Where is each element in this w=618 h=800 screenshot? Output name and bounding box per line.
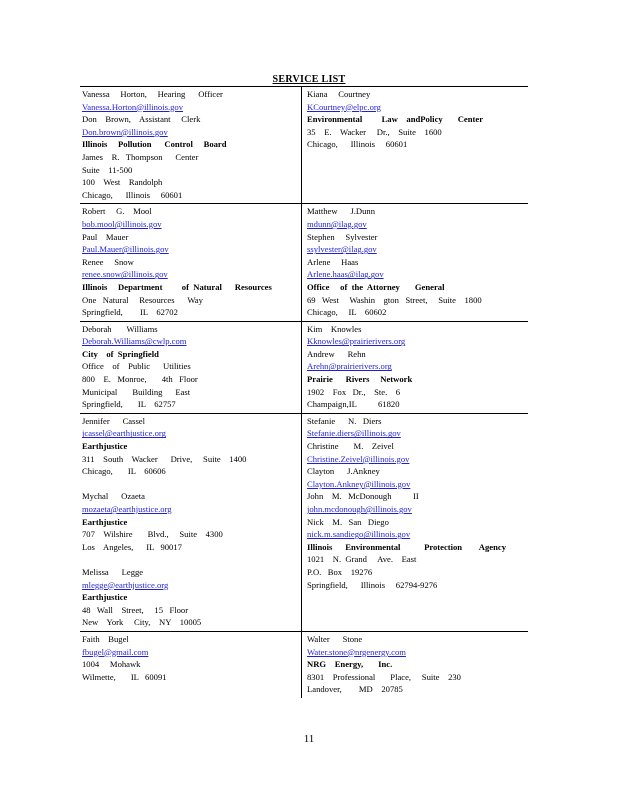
contact-line: Springfield, IL 62702 bbox=[82, 307, 178, 318]
contact-cell-right bbox=[302, 413, 529, 631]
contact-line: 1021 N. Grand Ave. East bbox=[307, 554, 417, 565]
organization-name: Earthjustice bbox=[82, 441, 128, 452]
contact-line: Stefanie N. Diers bbox=[307, 415, 382, 426]
contact-line: Jennifer Cassel bbox=[82, 415, 146, 426]
service-row bbox=[80, 631, 528, 697]
contact-line: Renee Snow bbox=[82, 256, 134, 267]
contact-line: Christine M. Zeivel bbox=[307, 441, 394, 452]
contact-line: Chicago, IL 60602 bbox=[307, 307, 387, 318]
email-link[interactable]: mlegge@earthjustice.org bbox=[82, 579, 169, 590]
email-link[interactable]: Christine.Zeivel@illinois.gov bbox=[307, 453, 410, 464]
contact-line: Don Brown, Assistant Clerk bbox=[82, 114, 201, 125]
contact-line: Arlene Haas bbox=[307, 256, 359, 267]
contact-line: Chicago, Illinois 60601 bbox=[82, 189, 183, 200]
contact-line: Landover, MD 20785 bbox=[307, 684, 403, 695]
contact-line: Melissa Legge bbox=[82, 566, 144, 577]
contact-line: Stephen Sylvester bbox=[307, 231, 378, 242]
email-link[interactable]: bob.mool@illinois.gov bbox=[82, 218, 162, 229]
email-link[interactable]: jcassel@earthjustice.org bbox=[82, 428, 166, 439]
email-link[interactable]: nick.m.sandiego@illinois.gov bbox=[307, 529, 411, 540]
contact-line: 100 West Randolph bbox=[82, 177, 163, 188]
contact-line: Municipal Building East bbox=[82, 386, 191, 397]
email-link[interactable]: fbugel@gmail.com bbox=[82, 646, 149, 657]
page-title: SERVICE LIST bbox=[272, 74, 346, 85]
email-link[interactable]: Clayton.Ankney@illinois.gov bbox=[307, 478, 411, 489]
contact-line: 800 E. Monroe, 4th Floor bbox=[82, 374, 198, 385]
email-link[interactable]: john.mcdonough@illinois.gov bbox=[307, 504, 412, 514]
contact-cell-right bbox=[302, 321, 529, 413]
email-link[interactable]: Arehn@prairierivers.org bbox=[307, 361, 392, 372]
contact-line: Champaign,IL 61820 bbox=[307, 399, 400, 410]
contact-line: Matthew J.Dunn bbox=[307, 206, 376, 217]
organization-name: Illinois Environmental Protection Agency bbox=[307, 541, 507, 552]
contact-line: One Natural Resources Way bbox=[82, 294, 203, 305]
email-link[interactable]: Deborah.Williams@cwlp.com bbox=[82, 336, 187, 347]
organization-name: Earthjustice bbox=[82, 592, 128, 603]
email-link[interactable]: Vanessa.Horton@illinois.gov bbox=[82, 101, 184, 112]
contact-line: Office of Public Utilities bbox=[82, 361, 191, 372]
contact-line: New York City, NY 10005 bbox=[82, 617, 202, 628]
contact-line: James R. Thompson Center bbox=[82, 151, 199, 162]
contact-line: Los Angeles, IL 90017 bbox=[82, 541, 182, 552]
email-link[interactable]: renee.snow@illinois.gov bbox=[82, 269, 168, 280]
contact-line: Nick M. San Diego bbox=[307, 516, 389, 527]
organization-name: NRG Energy, Inc. bbox=[307, 659, 393, 670]
organization-name: Illinois Department of Natural Resources bbox=[82, 281, 272, 292]
contact-line: Clayton J.Ankney bbox=[307, 466, 380, 477]
contact-line: Vanessa Horton, Hearing Officer bbox=[82, 89, 223, 99]
contact-line: Springfield, IL 62757 bbox=[82, 399, 176, 410]
contact-line: Kim Knowles bbox=[307, 323, 362, 334]
email-link[interactable]: Water.stone@nrgenergy.com bbox=[307, 646, 406, 657]
contact-line: Robert G. Mool bbox=[82, 206, 152, 217]
contact-line: Paul Mauer bbox=[82, 231, 129, 242]
service-row bbox=[80, 413, 528, 631]
organization-name: Illinois Pollution Control Board bbox=[82, 139, 227, 150]
contact-cell-left bbox=[80, 631, 302, 697]
organization-name: Office of the Attorney General bbox=[307, 281, 445, 292]
email-link[interactable]: Don.brown@illinois.gov bbox=[82, 126, 168, 137]
organization-name: Prairie Rivers Network bbox=[307, 374, 413, 385]
contact-line: 69 West Washin gton Street, Suite 1800 bbox=[307, 294, 482, 305]
contact-cell-right bbox=[302, 631, 529, 697]
contact-line: Faith Bugel bbox=[82, 633, 129, 644]
contact-cell-right bbox=[302, 204, 529, 321]
spacer bbox=[82, 553, 298, 566]
contact-line: 707 Wilshire Blvd., Suite 4300 bbox=[82, 529, 223, 540]
contact-line: Suite 11-500 bbox=[82, 164, 133, 175]
contact-line: Chicago, IL 60606 bbox=[82, 466, 166, 477]
service-row bbox=[80, 87, 528, 204]
service-row bbox=[80, 321, 528, 413]
organization-name: City of Springfield bbox=[82, 348, 159, 359]
contact-line: Kiana Courtney bbox=[307, 89, 371, 99]
contact-line: Andrew Rehn bbox=[307, 348, 366, 359]
email-link[interactable]: mdunn@ilag.gov bbox=[307, 218, 367, 229]
contact-line: John M. McDonough II bbox=[307, 491, 419, 502]
service-list-table bbox=[80, 86, 528, 698]
contact-cell-left bbox=[80, 321, 302, 413]
contact-line: 8301 Professional Place, Suite 230 bbox=[307, 671, 461, 682]
organization-name: Earthjustice bbox=[82, 516, 128, 527]
contact-line: 1004 Mohawk bbox=[82, 659, 141, 670]
contact-line: 1902 Fox Dr., Ste. 6 bbox=[307, 386, 401, 397]
contact-line: 311 South Wacker Drive, Suite 1400 bbox=[82, 453, 247, 464]
contact-line: 48 Wall Street, 15 Floor bbox=[82, 604, 189, 615]
email-link[interactable]: Arlene.haas@ilag.gov bbox=[307, 269, 384, 280]
page-number: 11 bbox=[303, 733, 315, 745]
contact-line: Springfield, Illinois 62794-9276 bbox=[307, 579, 438, 590]
email-link[interactable]: KCourtney@elpc.org bbox=[307, 101, 381, 112]
contact-line: Deborah Williams bbox=[82, 323, 158, 334]
contact-cell-left bbox=[80, 87, 302, 204]
contact-line: P.O. Box 19276 bbox=[307, 566, 373, 577]
email-link[interactable]: Kknowles@prairierivers.org bbox=[307, 336, 406, 347]
contact-cell-left bbox=[80, 204, 302, 321]
email-link[interactable]: ssylvester@ilag.gov bbox=[307, 244, 377, 255]
email-link[interactable]: Paul.Mauer@illinois.gov bbox=[82, 244, 169, 255]
contact-line: Mychal Ozaeta bbox=[82, 491, 145, 502]
contact-line: Chicago, Illinois 60601 bbox=[307, 139, 408, 150]
organization-name: Environmental Law andPolicy Center bbox=[307, 114, 484, 125]
contact-cell-right bbox=[302, 87, 529, 204]
contact-line: 35 E. Wacker Dr., Suite 1600 bbox=[307, 126, 442, 137]
contact-cell-left bbox=[80, 413, 302, 631]
email-link[interactable]: mozaeta@earthjustice.org bbox=[82, 504, 172, 514]
service-list-body bbox=[80, 87, 528, 698]
spacer bbox=[82, 478, 298, 491]
contact-line: Walter Stone bbox=[307, 633, 363, 644]
service-row bbox=[80, 204, 528, 321]
email-link[interactable]: Stefanie.diers@illinois.gov bbox=[307, 428, 401, 439]
contact-line: Wilmette, IL 60091 bbox=[82, 671, 167, 682]
